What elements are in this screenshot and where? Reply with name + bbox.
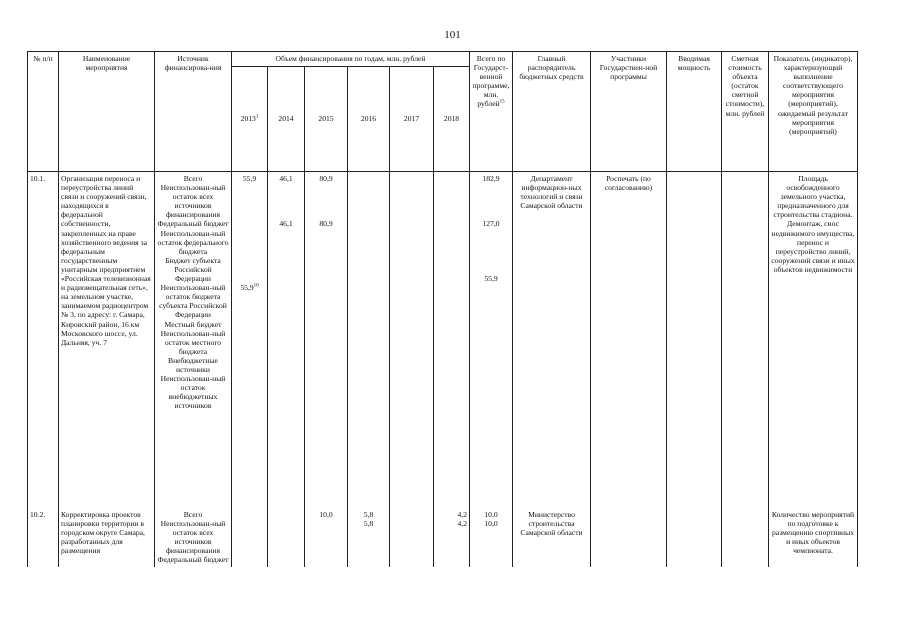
- value-federal-total: 10,0: [484, 519, 498, 529]
- header-name: Наименование мероприятия: [59, 52, 155, 172]
- source-federal: Федеральный бюджет: [157, 555, 229, 565]
- cell-2014: [268, 172, 305, 505]
- value-total-2018: 4,2: [457, 510, 467, 519]
- header-source: Источник финансирова-ния: [155, 52, 232, 172]
- value-federal-2015: 80,9: [319, 219, 333, 229]
- cell-2016: [348, 504, 390, 567]
- row-name: Корректировка проектов планировки территории в городском округе Самара, разработанных для размещения: [59, 504, 155, 567]
- cell-indicator: Площадь освобожденного земельного участка, предназначенного для строительства стадиона. Демонтаж, снос недвижимого имущества, перенос и переустройство линий, сооружений связи и иных объектов недвижимости: [769, 172, 858, 505]
- table-row: [28, 504, 858, 567]
- value-regional-2013-footnote: 10: [253, 283, 259, 289]
- cell-2013: [232, 172, 268, 505]
- header-year-2014: 2014: [268, 67, 305, 172]
- source-unused-federal: Неиспользован-ный остаток федерального бюджета: [157, 228, 229, 256]
- cell-participants: Роспечать (по согласованию): [591, 172, 667, 505]
- header-indicator: Показатель (индикатор), характеризующий выполнение соответствующего мероприятия (мероприятий), ожидаемый результат мероприятия (мероприятий): [769, 52, 858, 172]
- header-manager: Главный распорядитель бюджетных средств: [513, 52, 591, 172]
- cell-2016: [348, 172, 390, 505]
- header-estimate: Сметная стоимость объекта (остаток сметной стоимости), млн. рублей: [722, 52, 769, 172]
- source-total: Всего: [183, 510, 203, 519]
- source-unused-extrabudget: Неиспользован-ный остаток внебюджетных источников: [160, 374, 226, 411]
- header-year-2018: 2018: [434, 67, 470, 172]
- source-unused-regional: Неиспользован-ный остаток бюджета субъекта Российской Федерации: [159, 283, 227, 320]
- cell-capacity: [667, 172, 722, 505]
- value-total-2016: 5,8: [363, 510, 374, 519]
- cell-participants: [591, 504, 667, 567]
- row-name: Организация переноса и переустройства линий связи и сооружений связи, находящихся в федеральной собственности, закрепленных на праве хозяйственного ведения за федеральным государственным унитарным предприятием «Российская телевизионная и радиовещательная сеть», на земельном участке, занимаемом радиоцентром № 3, по адресу: г. Самара, Кировский район, 16 км Московского шоссе, ул. Дальняя, уч. 7: [59, 172, 155, 505]
- header-year-2015: 2015: [305, 67, 348, 172]
- row-sources: [155, 504, 232, 567]
- source-unused-all: Неиспользован-ный остаток всех источников финансирования: [160, 519, 226, 556]
- header-year-2013-label: 2013: [240, 114, 256, 124]
- cell-2013: [232, 504, 268, 567]
- source-extrabudget: Внебюджетные источники: [168, 355, 218, 374]
- source-local: Местный бюджет: [164, 319, 222, 329]
- value-total-2015: 80,9: [319, 174, 333, 183]
- header-volume: Объем финансирования по годам, млн. рублей: [232, 52, 470, 67]
- cell-2017: [390, 172, 434, 505]
- cell-indicator: Количество мероприятий по подготовке к размещению спортивных и иных объектов чемпионата.: [769, 504, 858, 567]
- header-total: [470, 52, 513, 172]
- value-total-2015: 10,0: [319, 510, 333, 519]
- cell-2015: [305, 504, 348, 567]
- cell-2014: [268, 504, 305, 567]
- header-num: № п/п: [28, 52, 59, 172]
- row-num: 10.2.: [28, 504, 59, 567]
- header-row: [28, 52, 858, 67]
- cell-estimate: [722, 504, 769, 567]
- cell-total: [470, 504, 513, 567]
- value-total-program: 10,0: [484, 510, 498, 519]
- cell-2015: [305, 172, 348, 505]
- header-year-2016: 2016: [348, 67, 390, 172]
- row-num: 10.1.: [28, 172, 59, 505]
- value-federal-2014: 46,1: [279, 219, 293, 229]
- value-federal-2016: 5,8: [363, 519, 374, 529]
- header-year-2017: 2017: [390, 67, 434, 172]
- header-participants: Участники Государствен-ной программы: [591, 52, 667, 172]
- source-unused-local: Неиспользован-ный остаток местного бюджета: [160, 328, 226, 356]
- value-regional-total: 55,9: [484, 274, 498, 284]
- table-row: [28, 172, 858, 505]
- cell-manager: Министерство строительства Самарской области: [513, 504, 591, 567]
- value-regional-2013-number: 55,9: [240, 283, 254, 293]
- cell-2018: [434, 504, 470, 567]
- page-number: 101: [444, 29, 461, 41]
- value-federal-2018: 4,2: [457, 519, 467, 529]
- source-federal: Федеральный бюджет: [157, 219, 229, 229]
- cell-total: [470, 172, 513, 505]
- header-total-footnote: 15: [499, 99, 505, 105]
- value-federal-total: 127,0: [482, 219, 500, 229]
- source-unused-all: Неиспользован-ный остаток всех источников финансирования: [160, 183, 226, 220]
- value-total-2013: 55,9: [242, 174, 257, 183]
- cell-capacity: [667, 504, 722, 567]
- cell-manager: Департамент информацион-ных технологий и связи Самарской области: [513, 172, 591, 505]
- cell-estimate: [722, 172, 769, 505]
- cell-2018: [434, 172, 470, 505]
- program-table: [27, 51, 858, 567]
- header-capacity: Вводимая мощность: [667, 52, 722, 172]
- header-year-2013: [232, 67, 268, 172]
- cell-2017: [390, 504, 434, 567]
- header-total-label: Всего по Государст-венной программе, млн. рублей: [472, 54, 510, 109]
- header-year-2013-footnote: 1: [255, 114, 259, 120]
- source-total: Всего: [183, 174, 203, 183]
- value-regional-2013: [234, 283, 265, 292]
- value-total-2014: 46,1: [279, 174, 293, 183]
- row-sources: [155, 172, 232, 505]
- source-regional: Бюджет субъекта Российской Федерации: [165, 255, 221, 284]
- value-total-program: 182,9: [482, 174, 500, 183]
